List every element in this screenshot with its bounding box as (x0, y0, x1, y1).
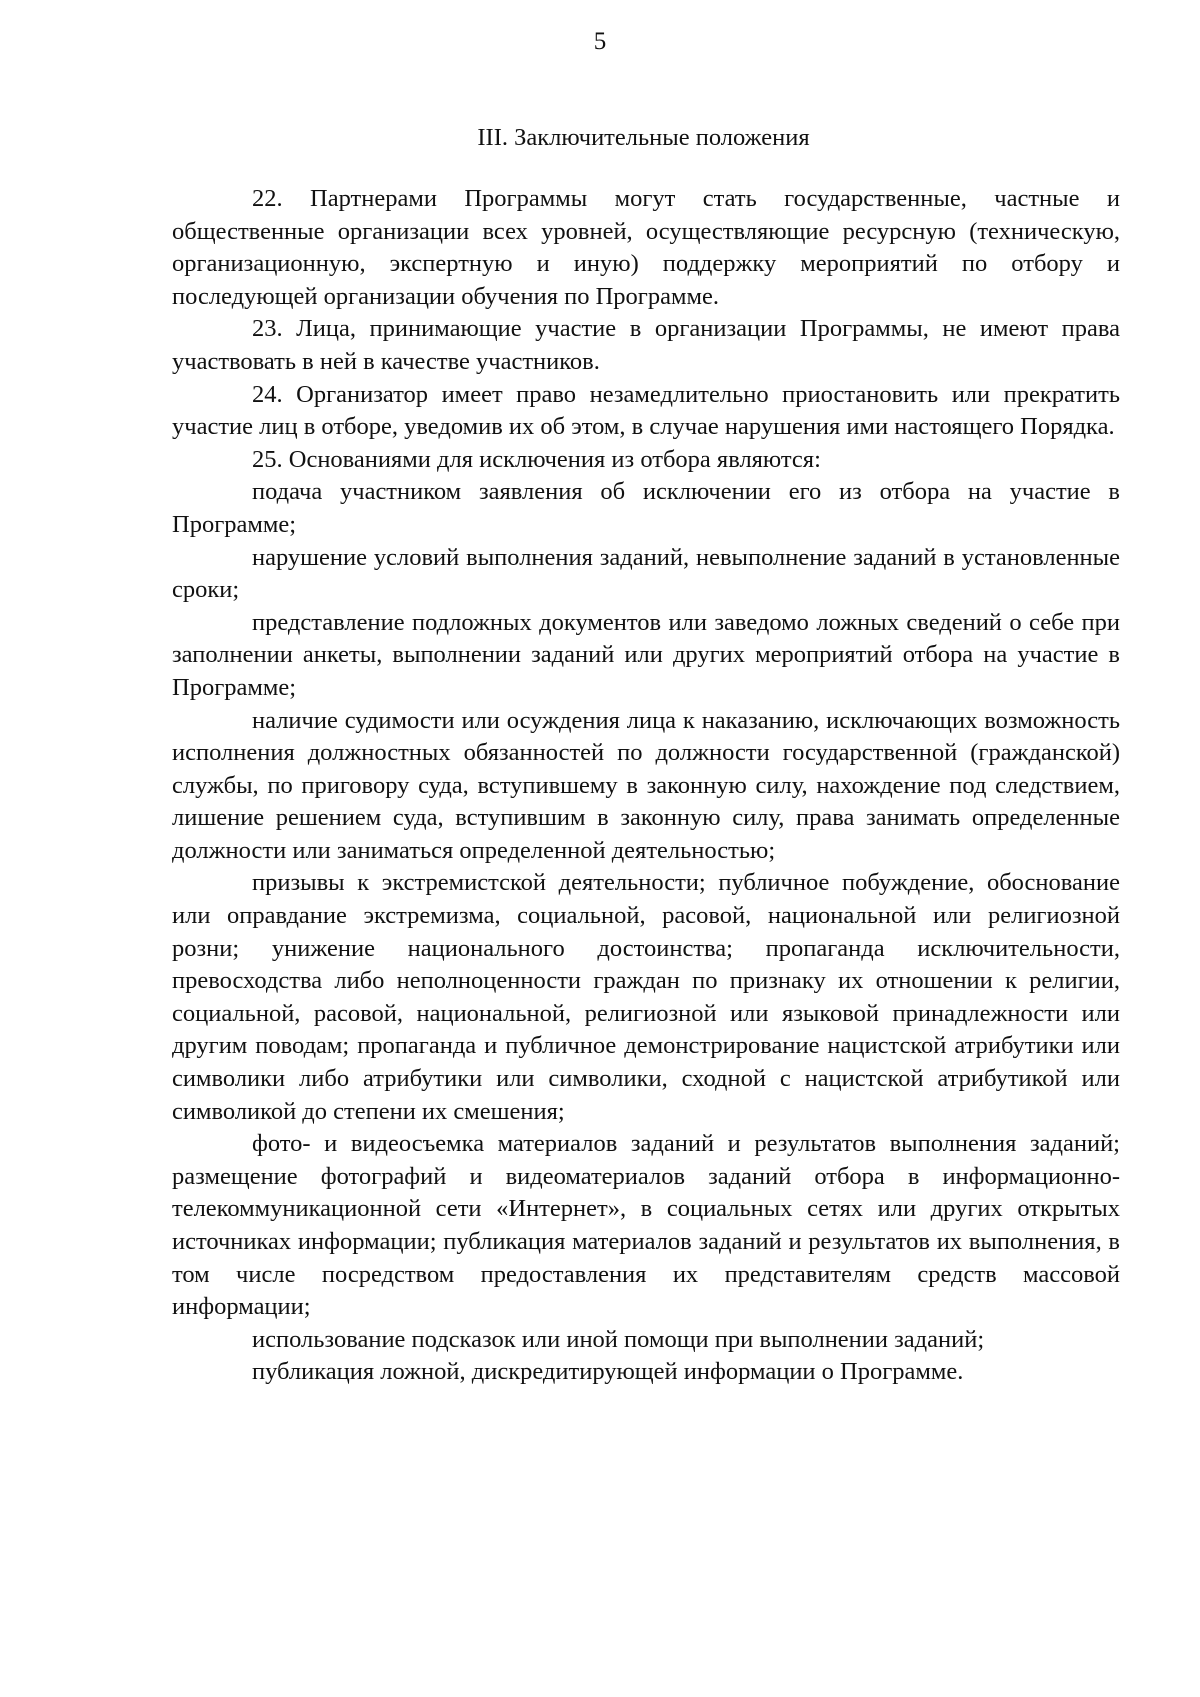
section-title: III. Заключительные положения (477, 124, 810, 151)
paragraph-22: 22. Партнерами Программы могут стать государственные, частные и общественные организации всех уровней, осуществляющие ресурсную (техническую, организационную, экспертную и иную) поддержку мероприятий по отбору и последующей организации обучения по Программе. (172, 185, 1120, 310)
exclusion-ground-task-violation: нарушение условий выполнения заданий, невыполнение заданий в установленные сроки; (172, 543, 1120, 604)
paragraph-23: 23. Лица, принимающие участие в организации Программы, не имеют права участвовать в ней в качестве участников. (172, 315, 1120, 375)
exclusion-ground-criminal-record: наличие судимости или осуждения лица к наказанию, исключающих возможность исполнения должностных обязанностей по должности государственной (гражданской) службы, по приговору суда, вступившему в законную силу, нахождение под следствием, лишение решением суда, вступившим в законную силу, права занимать определенные должности или заниматься определенной деятельностью; (172, 706, 1120, 864)
exclusion-ground-false-documents: представление подложных документов или заведомо ложных сведений о себе при заполнении анкеты, выполнении заданий или других мероприятий отбора на участие в Программе; (172, 608, 1120, 701)
page-number: 5 (593, 28, 607, 55)
exclusion-ground-false-information: публикация ложной, дискредитирующей информации о Программе. (252, 1358, 964, 1386)
paragraph-25: 25. Основаниями для исключения из отбора являются: (252, 445, 821, 473)
exclusion-ground-application: подача участником заявления об исключении его из отбора на участие в Программе; (172, 478, 1120, 538)
paragraph-24: 24. Организатор имеет право незамедлительно приостановить или прекратить участие лиц в отборе, уведомив их об этом, в случае нарушения ими настоящего Порядка. (172, 380, 1120, 441)
exclusion-ground-hints: использование подсказок или иной помощи при выполнении заданий; (252, 1325, 985, 1353)
exclusion-ground-extremism: призывы к экстремистской деятельности; публичное побуждение, обоснование или оправдание экстремизма, социальной, расовой, национальной или религиозной розни; унижение национального достоинства; пропаганда исключительности, превосходства либо неполноценности граждан по признаку их отношении к религии, социальной, расовой, национальной, религиозной или языковой принадлежности или другим поводам; пропаганда и публичное демонстрирование нацистской атрибутики или символики либо атрибутики или символики, сходной с нацистской атрибутикой или символикой до степени их смешения; (172, 869, 1120, 1125)
document-body (172, 183, 1120, 1389)
exclusion-ground-recording-materials: фото- и видеосъемка материалов заданий и результатов выполнения заданий; размещение фотографий и видеоматериалов заданий отбора в информационно-телекоммуникационной сети «Интернет», в социальных сетях или других открытых источниках информации; публикация материалов заданий и результатов их выполнения, в том числе посредством предоставления их представителям средств массовой информации; (172, 1130, 1120, 1321)
